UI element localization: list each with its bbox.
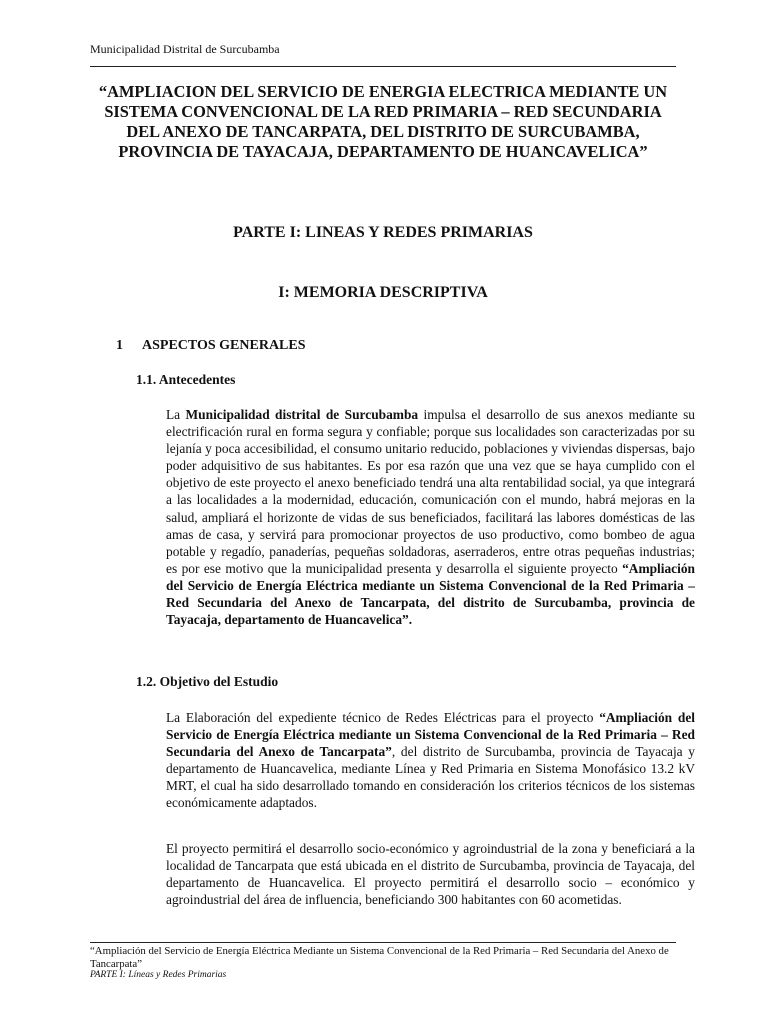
antecedentes-bold-municipality: Municipalidad distrital de Surcubamba — [185, 407, 419, 422]
section-title: ASPECTOS GENERALES — [142, 338, 306, 353]
antecedentes-text-2: impulsa el desarrollo de sus anexos mediante su electrificación rural en forma segura y confiable; porque sus localidades son caracterizadas por su lejanía y poca accesibilidad, el consumo unitario reducido, poblaciones y viviendas dispersas, bajo poder adquisitivo de sus habitantes. Es por esa razón que una vez que se haya cumplido con el objetivo de este proyecto el anexo beneficiado tendrá una alta rentabilidad social, ya que integrará a las localidades a la modernidad, educación, comunicación con el mundo, habrá mejoras en la salud, ampliará el horizonte de vidas de sus beneficiados, facilitará las labores domésticas de las amas de casa, y servirá para promocionar proyectos de uso productivo, como bombeo de agua potable y regadío, panaderías, pequeñas soldadoras, aserraderos, entre otras pequeñas industrias; es por ese motivo que la municipalidad presenta y desarrolla el siguiente proyecto — [166, 407, 695, 576]
objetivo-paragraph-2: El proyecto permitirá el desarrollo socio-económico y agroindustrial de la zona y beneficiará a la localidad de Tancarpata que está ubicada en el distrito de Surcubamba, provincia de Tayacaja, del departamento de Huancavelica. El proyecto permitirá el desarrollo socio – económico y agroindustrial del área de influencia, beneficiando 300 habitantes con 60 acometidas. — [166, 841, 695, 908]
section-heading — [116, 338, 306, 354]
antecedentes-bold-project: “Ampliación del Servicio de Energía Eléctrica mediante un Sistema Convencional de la Red Primaria – Red Secundaria del Anexo de Tancarpata, del distrito de Surcubamba, provincia de Tayacaja, departamento de Huancavelica”. — [166, 560, 695, 628]
memoria-title: I: MEMORIA DESCRIPTIVA — [278, 284, 488, 301]
objetivo-paragraph-1 — [166, 709, 695, 812]
subsection-heading-objetivo: 1.2. Objetivo del Estudio — [136, 674, 279, 689]
objetivo-text-2: , del distrito de Surcubamba, provincia de Tayacaja y departamento de Huancavelica, mediante Línea y Red Primaria en Sistema Monofásico 13.2 kV MRT, el cual ha sido desarrollado tomando en consideración los criterios técnicos de los sistemas económicamente adaptados. — [166, 744, 696, 811]
footer-part-label: PARTE I: Líneas y Redes Primarias — [90, 970, 227, 980]
subsection-heading-antecedentes: 1.1. Antecedentes — [136, 372, 236, 387]
header-divider — [90, 66, 676, 67]
footer-text: “Ampliación del Servicio de Energía Eléctrica Mediante un Sistema Convencional de la Red Primaria – Red Secundaria del Anexo de Tancarpata” — [90, 945, 669, 970]
project-title: “AMPLIACION DEL SERVICIO DE ENERGIA ELECTRICA MEDIANTE UN SISTEMA CONVENCIONAL DE LA RED PRIMARIA – RED SECUNDARIA DEL ANEXO DE TANCARPATA, DEL DISTRITO DE SURCUBAMBA, PROVINCIA DE TAYACAJA, DEPARTAMENTO DE HUANCAVELICA” — [98, 82, 668, 161]
antecedentes-text-1: La — [166, 407, 186, 422]
section-number: 1 — [116, 338, 123, 353]
footer-divider — [90, 942, 676, 943]
antecedentes-paragraph — [166, 406, 695, 628]
objetivo-bold-project: “Ampliación del Servicio de Energía Eléctrica mediante un Sistema Convencional de la Red Primaria – Red Secundaria del Anexo de Tancarpata” — [166, 710, 695, 760]
objetivo-text-1: La Elaboración del expediente técnico de Redes Eléctricas para el proyecto — [166, 710, 600, 725]
part-title: PARTE I: LINEAS Y REDES PRIMARIAS — [233, 224, 533, 241]
header-text: Municipalidad Distrital de Surcubamba — [90, 42, 280, 56]
